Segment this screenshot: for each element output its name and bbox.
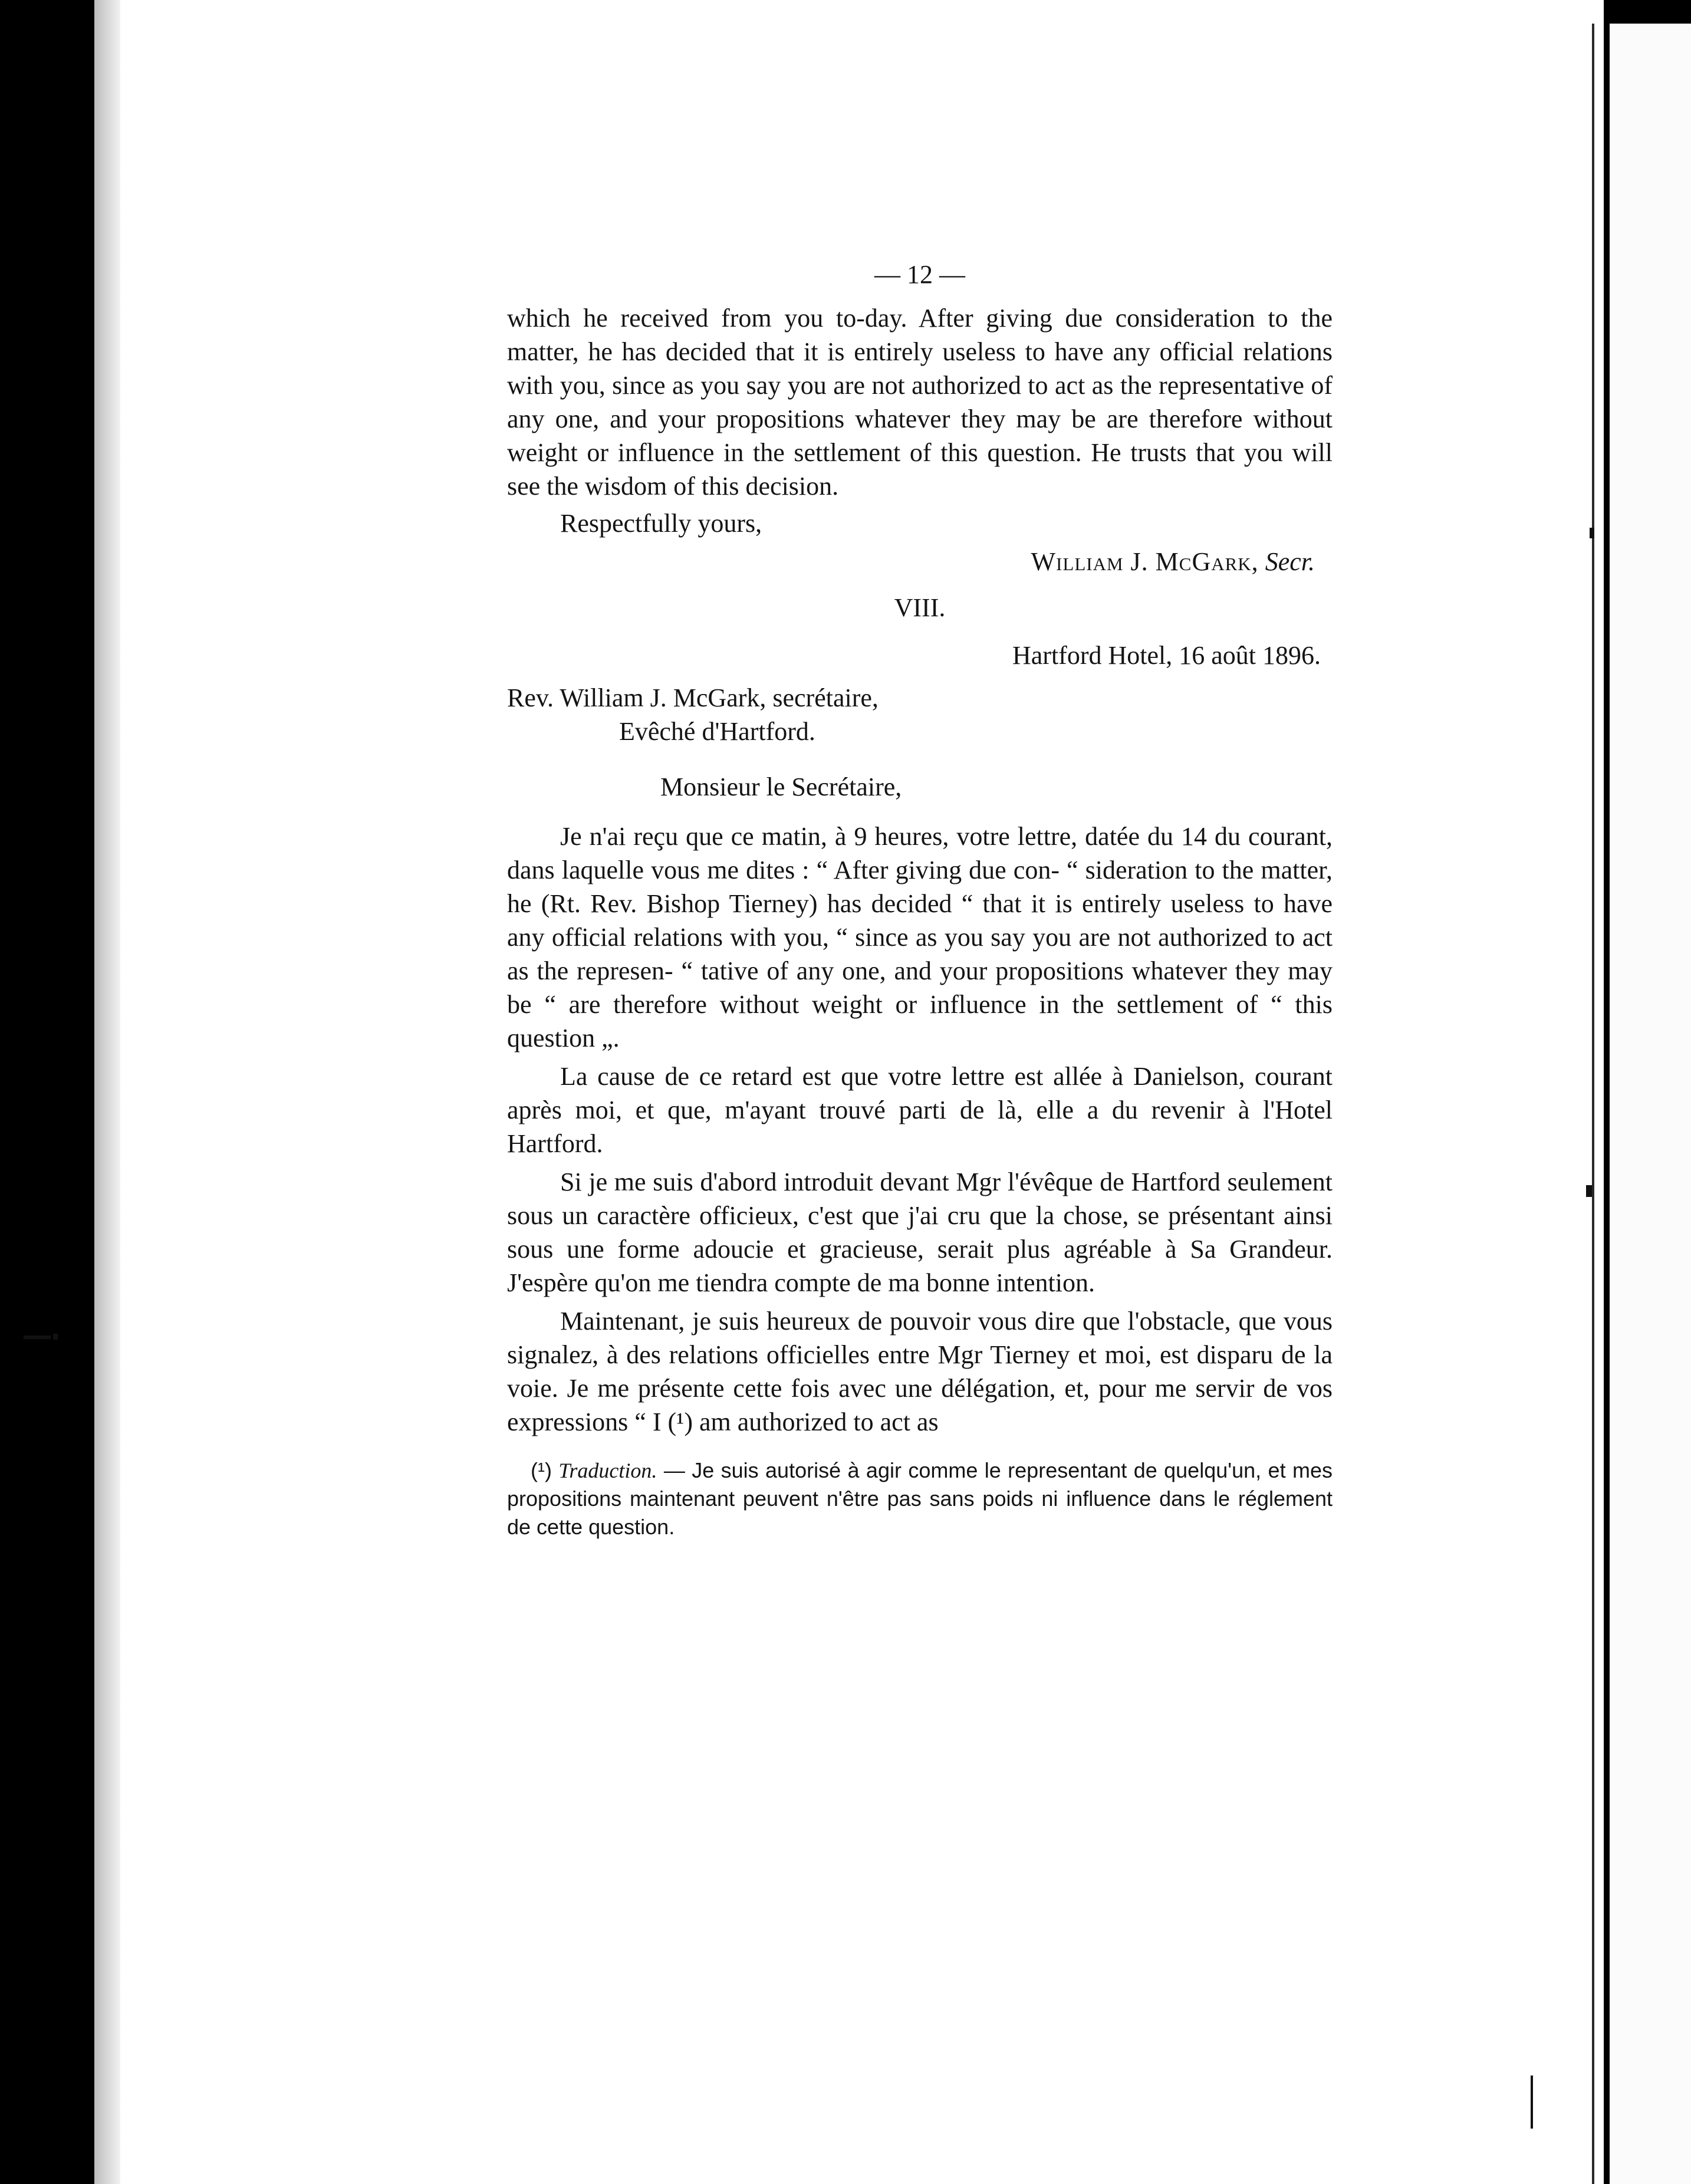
section-number: VIII. [894,593,946,622]
letter-body-paragraph: La cause de ce retard est que votre lettre est allée à Danielson, courant après moi, et que, m'ayant trouvé parti de là, elle a du revenir à l'Hotel Hartford. [507,1062,1333,1158]
footnote-marker: (¹) [531,1458,552,1482]
signature-title: Secr. [1265,547,1315,576]
letter-closing: Respectfully yours, [560,509,762,538]
letter-body-paragraph: Je n'ai reçu que ce matin, à 9 heures, votre lettre, datée du 14 du courant, dans laquelle vous me dites : “ After giving due con- “ sideration to the matter, he (Rt. Rev. Bishop Tierney) has decided “ that it is entirely useless to have any official relations with you, “ since as you say you are not authorized to act as the represen- “ tative of any one, and your propositions whatever they may be “ are therefore without weight or influence in the settlement of “ this question „. [507,822,1333,1052]
scan-artifact [1531,2076,1533,2129]
footnote-label: Traduction. [558,1459,657,1482]
letter-body-paragraph: Si je me suis d'abord introduit devant Mgr l'évêque de Hartford seulement sous un caractère officieux, c'est que j'ai cru que la chose, se présentant ainsi sous une forme adoucie et gracieuse, serait plus agréable à Sa Grandeur. J'espère qu'on me tiendra compte de ma bonne intention. [507,1167,1333,1297]
footnote-text: — Je suis autorisé à agir comme le representant de quelqu'un, et mes propositions maintenant peuvent n'être pas sans poids ni influence dans le réglement de cette question. [507,1458,1333,1539]
scan-artifact [1590,528,1594,538]
letter-dateline: Hartford Hotel, 16 août 1896. [1012,641,1321,670]
address-line: Rev. William J. McGark, secrétaire, [507,683,879,712]
page-number: — 12 — [874,260,965,289]
signature-name: William J. McGark, [1031,547,1259,576]
page-gutter-shadow [94,0,120,2184]
adjacent-page-edge [1610,24,1691,2184]
scan-artifact [53,1334,58,1340]
letter-body-paragraph: which he received from you to-day. After giving due consideration to the matter, he has decided that it is entirely useless to have any official relations with you, since as you say you are not authorized to act as the representative of any one, and your propositions whatever they may be are therefore without weight or influence in the settlement of this question. He trusts that you will see the wisdom of this decision. [507,304,1333,501]
page-edge-line [1592,24,1594,2184]
scan-artifact [1586,1185,1592,1197]
page-content [507,259,1333,1541]
letter-body-paragraph: Maintenant, je suis heureux de pouvoir vous dire que l'obstacle, que vous signalez, à des relations officielles entre Mgr Tierney et moi, est disparu de la voie. Je me présente cette fois avec une délégation, et, pour me servir de vos expressions “ I (¹) am authorized to act as [507,1307,1333,1436]
footnote [507,1456,1333,1541]
scan-artifact [24,1336,51,1339]
signature [507,545,1315,578]
address-line: Evêché d'Hartford. [619,717,815,746]
letter-body [507,820,1333,1439]
salutation: Monsieur le Secrétaire, [660,772,902,801]
